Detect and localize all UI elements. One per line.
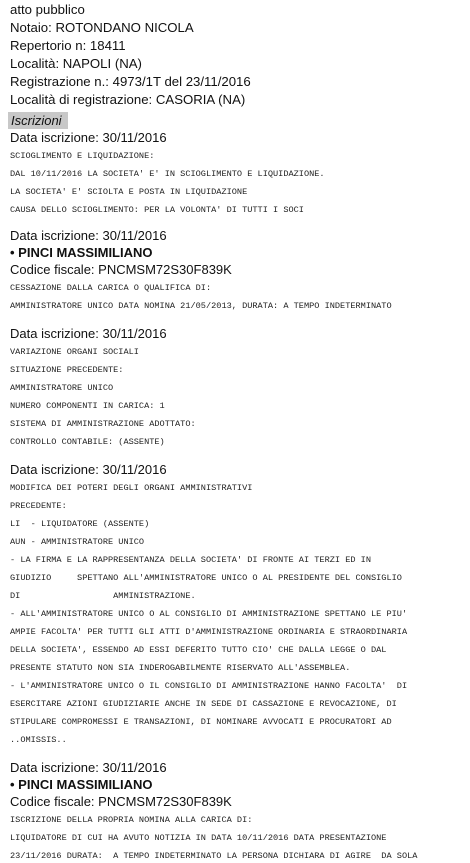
entry-text-line: 23/11/2016 DURATA: A TEMPO INDETERMINATO LA PERSONA DICHIARA DI AGIRE DA SOLA [10, 851, 418, 861]
entry-text-line: MODIFICA DEI POTERI DEGLI ORGANI AMMINISTRATIVI [10, 483, 253, 493]
entry-date: Data iscrizione: 30/11/2016 [10, 326, 167, 341]
entry-text-line: LIQUIDATORE DI CUI HA AVUTO NOTIZIA IN DATA 10/11/2016 DATA PRESENTAZIONE [10, 833, 387, 843]
codice-fiscale: Codice fiscale: PNCMSM72S30F839K [10, 794, 232, 809]
entry-text-line: STIPULARE COMPROMESSI E TRANSAZIONI, DI NOMINARE AVVOCATI E PROCURATORI AD [10, 717, 392, 727]
person-name: • PINCI MASSIMILIANO [10, 245, 153, 260]
localita: Località: NAPOLI (NA) [10, 56, 142, 71]
entry-text-line: DI AMMINISTRAZIONE. [10, 591, 196, 601]
entry-text-line: DAL 10/11/2016 LA SOCIETA' E' IN SCIOGLIMENTO E LIQUIDAZIONE. [10, 169, 325, 179]
entry-text-line: AMPIE FACOLTA' PER TUTTI GLI ATTI D'AMMINISTRAZIONE ORDINARIA E STRAORDINARIA [10, 627, 408, 637]
entry-date: Data iscrizione: 30/11/2016 [10, 228, 167, 243]
section-title: Iscrizioni [11, 113, 62, 128]
entry-text-line: - LA FIRMA E LA RAPPRESENTANZA DELLA SOCIETA' DI FRONTE AI TERZI ED IN [10, 555, 371, 565]
entry-text-line: AMMINISTRATORE UNICO [10, 383, 114, 393]
entry-text-line: ..OMISSIS.. [10, 735, 67, 745]
entry-text-line: GIUDIZIO SPETTANO ALL'AMMINISTRATORE UNICO O AL PRESIDENTE DEL CONSIGLIO [10, 573, 402, 583]
entry-text-line: ISCRIZIONE DELLA PROPRIA NOMINA ALLA CARICA DI: [10, 815, 253, 825]
entry-text-line: CAUSA DELLO SCIOGLIMENTO: PER LA VOLONTA' DI TUTTI I SOCI [10, 205, 304, 215]
section-tag-iscrizioni [8, 112, 68, 129]
registrazione: Registrazione n.: 4973/1T del 23/11/2016 [10, 74, 251, 89]
entry-text-line: SITUAZIONE PRECEDENTE: [10, 365, 124, 375]
entry-date: Data iscrizione: 30/11/2016 [10, 760, 167, 775]
atto-type: atto pubblico [10, 2, 85, 17]
entry-text-line: CONTROLLO CONTABILE: (ASSENTE) [10, 437, 165, 447]
entry-text-line: CESSAZIONE DALLA CARICA O QUALIFICA DI: [10, 283, 212, 293]
repertorio: Repertorio n: 18411 [10, 38, 126, 53]
entry-text-line: DELLA SOCIETA', ESSENDO AD ESSI DEFERITO TUTTO CIO' CHE DALLA LEGGE O DAL [10, 645, 387, 655]
entry-date: Data iscrizione: 30/11/2016 [10, 462, 167, 477]
entry-text-line: SCIOGLIMENTO E LIQUIDAZIONE: [10, 151, 155, 161]
entry-text-line: VARIAZIONE ORGANI SOCIALI [10, 347, 139, 357]
entry-date: Data iscrizione: 30/11/2016 [10, 130, 167, 145]
entry-text-line: PRESENTE STATUTO NON SIA INDEROGABILMENTE RISERVATO ALL'ASSEMBLEA. [10, 663, 351, 673]
entry-text-line: SISTEMA DI AMMINISTRAZIONE ADOTTATO: [10, 419, 196, 429]
entry-text-line: ESERCITARE AZIONI GIUDIZIARIE ANCHE IN SEDE DI CASSAZIONE E REVOCAZIONE, DI [10, 699, 397, 709]
localita-registrazione: Località di registrazione: CASORIA (NA) [10, 92, 246, 107]
person-name: • PINCI MASSIMILIANO [10, 777, 153, 792]
entry-text-line: AMMINISTRATORE UNICO DATA NOMINA 21/05/2013, DURATA: A TEMPO INDETERMINATO [10, 301, 392, 311]
codice-fiscale: Codice fiscale: PNCMSM72S30F839K [10, 262, 232, 277]
entry-text-line: LA SOCIETA' E' SCIOLTA E POSTA IN LIQUIDAZIONE [10, 187, 248, 197]
entry-text-line: PRECEDENTE: [10, 501, 67, 511]
entry-text-line: NUMERO COMPONENTI IN CARICA: 1 [10, 401, 165, 411]
entry-text-line: AUN - AMMINISTRATORE UNICO [10, 537, 145, 547]
entry-text-line: - L'AMMINISTRATORE UNICO O IL CONSIGLIO DI AMMINISTRAZIONE HANNO FACOLTA' DI [10, 681, 408, 691]
entry-text-line: - ALL'AMMINISTRATORE UNICO O AL CONSIGLIO DI AMMINISTRAZIONE SPETTANO LE PIU' [10, 609, 408, 619]
entry-text-line: LI - LIQUIDATORE (ASSENTE) [10, 519, 150, 529]
notaio: Notaio: ROTONDANO NICOLA [10, 20, 194, 35]
